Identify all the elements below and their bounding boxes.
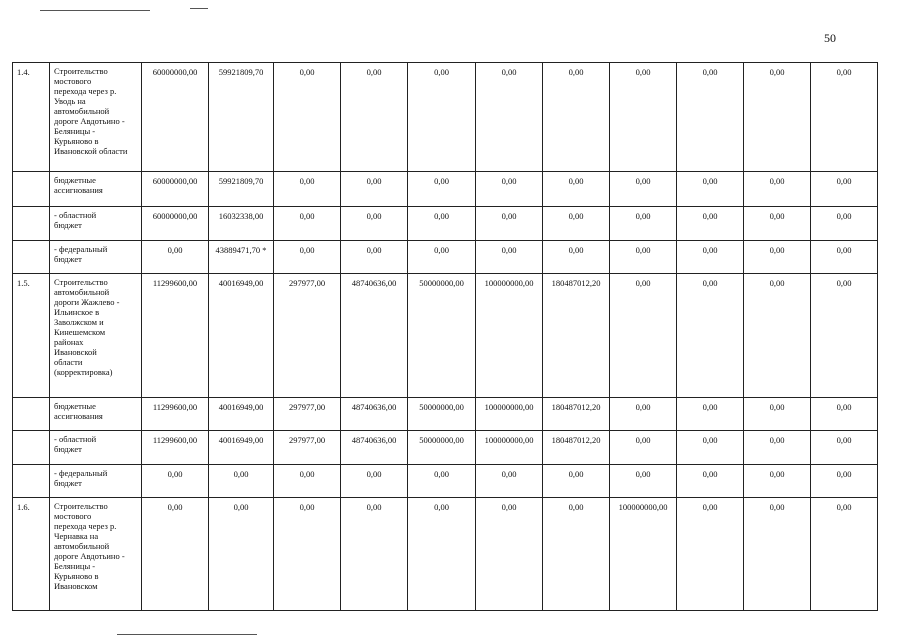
amount-cell: 0,00 — [341, 63, 408, 172]
amount-cell: 0,00 — [142, 241, 209, 274]
amount-cell: 0,00 — [341, 241, 408, 274]
table-row-subitem — [13, 172, 878, 207]
amount-cell: 0,00 — [543, 465, 610, 498]
description-line: бюджетные — [54, 175, 96, 185]
amount-cell: 0,00 — [341, 207, 408, 241]
amount-cell: 0,00 — [408, 241, 476, 274]
amount-cell: 11299600,00 — [142, 431, 209, 465]
description-line: Курьяново в — [54, 136, 99, 146]
row-description — [50, 172, 142, 207]
amount-cell: 0,00 — [476, 207, 543, 241]
amount-cell: 48740636,00 — [341, 398, 408, 431]
row-code: 1.5. — [13, 274, 50, 398]
amount-cell: 0,00 — [677, 431, 744, 465]
amount-cell: 59921809,70 — [209, 63, 274, 172]
amount-cell: 0,00 — [408, 172, 476, 207]
table-row-item — [13, 274, 878, 398]
amount-cell: 0,00 — [811, 274, 878, 398]
description-line: - федеральный — [54, 244, 108, 254]
amount-cell: 40016949,00 — [209, 431, 274, 465]
description-line: Чернавка на — [54, 531, 99, 541]
description-line: ассигнования — [54, 185, 103, 195]
amount-cell: 11299600,00 — [142, 398, 209, 431]
description-line: бюджет — [54, 478, 82, 488]
table-row-item — [13, 63, 878, 172]
table-row-subitem — [13, 465, 878, 498]
description-line: дороги Жажлево - — [54, 297, 120, 307]
amount-cell: 0,00 — [610, 207, 677, 241]
amount-cell: 0,00 — [476, 498, 543, 611]
description-line: бюджет — [54, 444, 82, 454]
amount-cell: 0,00 — [543, 172, 610, 207]
description-line: Ильинское в — [54, 307, 100, 317]
row-code: 1.4. — [13, 63, 50, 172]
amount-cell: 0,00 — [476, 63, 543, 172]
amount-cell: 0,00 — [209, 465, 274, 498]
row-code — [13, 398, 50, 431]
description-line: Ивановском — [54, 581, 98, 591]
amount-cell: 11299600,00 — [142, 274, 209, 398]
amount-cell: 0,00 — [274, 465, 341, 498]
amount-cell: 0,00 — [274, 207, 341, 241]
description-line: - областной — [54, 210, 97, 220]
description-line: дороге Авдотьино - — [54, 551, 125, 561]
amount-cell: 0,00 — [610, 241, 677, 274]
amount-cell: 0,00 — [811, 498, 878, 611]
row-description — [50, 274, 142, 398]
description-line: Строительство — [54, 277, 108, 287]
amount-cell: 0,00 — [744, 498, 811, 611]
row-description — [50, 398, 142, 431]
amount-cell: 50000000,00 — [408, 431, 476, 465]
amount-cell: 0,00 — [677, 498, 744, 611]
amount-cell: 100000000,00 — [610, 498, 677, 611]
description-line: - областной — [54, 434, 97, 444]
amount-cell: 0,00 — [274, 63, 341, 172]
table-row-subitem — [13, 398, 878, 431]
amount-cell: 100000000,00 — [476, 274, 543, 398]
amount-cell: 0,00 — [543, 207, 610, 241]
amount-cell: 0,00 — [274, 241, 341, 274]
amount-cell: 59921809,70 — [209, 172, 274, 207]
row-description — [50, 207, 142, 241]
description-line: Строительство — [54, 501, 108, 511]
amount-cell: 0,00 — [677, 398, 744, 431]
amount-cell: 0,00 — [811, 431, 878, 465]
amount-cell: 0,00 — [811, 207, 878, 241]
amount-cell: 0,00 — [274, 498, 341, 611]
amount-cell: 0,00 — [744, 207, 811, 241]
amount-cell: 0,00 — [677, 207, 744, 241]
description-line: бюджетные — [54, 401, 96, 411]
table-row-subitem — [13, 241, 878, 274]
amount-cell: 0,00 — [341, 465, 408, 498]
description-line: (корректировка) — [54, 367, 113, 377]
amount-cell: 0,00 — [744, 398, 811, 431]
amount-cell: 0,00 — [408, 207, 476, 241]
amount-cell: 297977,00 — [274, 274, 341, 398]
row-description — [50, 431, 142, 465]
amount-cell: 0,00 — [610, 172, 677, 207]
amount-cell: 180487012,20 — [543, 274, 610, 398]
amount-cell: 40016949,00 — [209, 398, 274, 431]
table-row-subitem — [13, 431, 878, 465]
row-description — [50, 465, 142, 498]
description-line: - федеральный — [54, 468, 108, 478]
page-number: 50 — [824, 31, 836, 45]
amount-cell: 0,00 — [610, 398, 677, 431]
amount-cell: 0,00 — [744, 63, 811, 172]
amount-cell: 0,00 — [543, 241, 610, 274]
scan-mark-bottom — [117, 634, 257, 635]
amount-cell: 0,00 — [744, 172, 811, 207]
amount-cell: 0,00 — [142, 465, 209, 498]
amount-cell: 0,00 — [408, 63, 476, 172]
row-code — [13, 207, 50, 241]
amount-cell: 297977,00 — [274, 431, 341, 465]
amount-cell: 0,00 — [811, 63, 878, 172]
amount-cell: 0,00 — [677, 63, 744, 172]
row-code: 1.6. — [13, 498, 50, 611]
amount-cell: 0,00 — [610, 63, 677, 172]
amount-cell: 0,00 — [476, 465, 543, 498]
description-line: Беляницы - — [54, 561, 96, 571]
scan-mark-top-short — [190, 8, 208, 9]
amount-cell: 50000000,00 — [408, 398, 476, 431]
row-description — [50, 498, 142, 611]
amount-cell: 0,00 — [677, 274, 744, 398]
description-line: Ивановской области — [54, 146, 128, 156]
description-line: Беляницы - — [54, 126, 96, 136]
amount-cell: 0,00 — [677, 241, 744, 274]
amount-cell: 0,00 — [610, 431, 677, 465]
amount-cell: 0,00 — [677, 172, 744, 207]
amount-cell: 0,00 — [476, 172, 543, 207]
amount-cell: 48740636,00 — [341, 274, 408, 398]
amount-cell: 297977,00 — [274, 398, 341, 431]
amount-cell: 0,00 — [811, 465, 878, 498]
description-line: дороге Авдотьино - — [54, 116, 125, 126]
description-line: автомобильной — [54, 541, 110, 551]
description-line: ассигнования — [54, 411, 103, 421]
description-line: автомобильной — [54, 106, 110, 116]
amount-cell: 0,00 — [274, 172, 341, 207]
table-row-subitem — [13, 207, 878, 241]
amount-cell: 0,00 — [744, 241, 811, 274]
description-line: районах — [54, 337, 84, 347]
amount-cell: 0,00 — [142, 498, 209, 611]
description-line: Ивановской — [54, 347, 97, 357]
amount-cell: 0,00 — [677, 465, 744, 498]
description-line: бюджет — [54, 220, 82, 230]
description-line: Курьяново в — [54, 571, 99, 581]
description-line: бюджет — [54, 254, 82, 264]
description-line: автомобильной — [54, 287, 110, 297]
amount-cell: 180487012,20 — [543, 431, 610, 465]
amount-cell: 50000000,00 — [408, 274, 476, 398]
amount-cell: 40016949,00 — [209, 274, 274, 398]
amount-cell: 0,00 — [209, 498, 274, 611]
row-code — [13, 172, 50, 207]
amount-cell: 60000000,00 — [142, 172, 209, 207]
amount-cell: 0,00 — [744, 431, 811, 465]
description-line: мостового — [54, 511, 92, 521]
amount-cell: 0,00 — [543, 63, 610, 172]
budget-table — [12, 62, 878, 611]
description-line: Кинешемском — [54, 327, 106, 337]
amount-cell: 60000000,00 — [142, 207, 209, 241]
amount-cell: 0,00 — [543, 498, 610, 611]
amount-cell: 0,00 — [476, 241, 543, 274]
amount-cell: 48740636,00 — [341, 431, 408, 465]
description-line: Уводь на — [54, 96, 86, 106]
amount-cell: 0,00 — [341, 498, 408, 611]
amount-cell: 0,00 — [341, 172, 408, 207]
table-row-item — [13, 498, 878, 611]
description-line: перехода через р. — [54, 86, 117, 96]
row-code — [13, 431, 50, 465]
amount-cell: 0,00 — [744, 274, 811, 398]
amount-cell: 0,00 — [610, 274, 677, 398]
row-description — [50, 63, 142, 172]
row-description — [50, 241, 142, 274]
amount-cell: 43889471,70 * — [209, 241, 274, 274]
amount-cell: 0,00 — [610, 465, 677, 498]
amount-cell: 100000000,00 — [476, 431, 543, 465]
description-line: Заволжском и — [54, 317, 104, 327]
description-line: мостового — [54, 76, 92, 86]
amount-cell: 0,00 — [744, 465, 811, 498]
amount-cell: 0,00 — [811, 241, 878, 274]
description-line: перехода через р. — [54, 521, 117, 531]
description-line: области — [54, 357, 83, 367]
amount-cell: 180487012,20 — [543, 398, 610, 431]
amount-cell: 100000000,00 — [476, 398, 543, 431]
amount-cell: 0,00 — [811, 398, 878, 431]
budget-table-body — [13, 63, 878, 611]
amount-cell: 60000000,00 — [142, 63, 209, 172]
amount-cell: 16032338,00 — [209, 207, 274, 241]
scan-mark-top-long — [40, 10, 150, 11]
row-code — [13, 465, 50, 498]
row-code — [13, 241, 50, 274]
description-line: Строительство — [54, 66, 108, 76]
amount-cell: 0,00 — [408, 498, 476, 611]
amount-cell: 0,00 — [811, 172, 878, 207]
amount-cell: 0,00 — [408, 465, 476, 498]
